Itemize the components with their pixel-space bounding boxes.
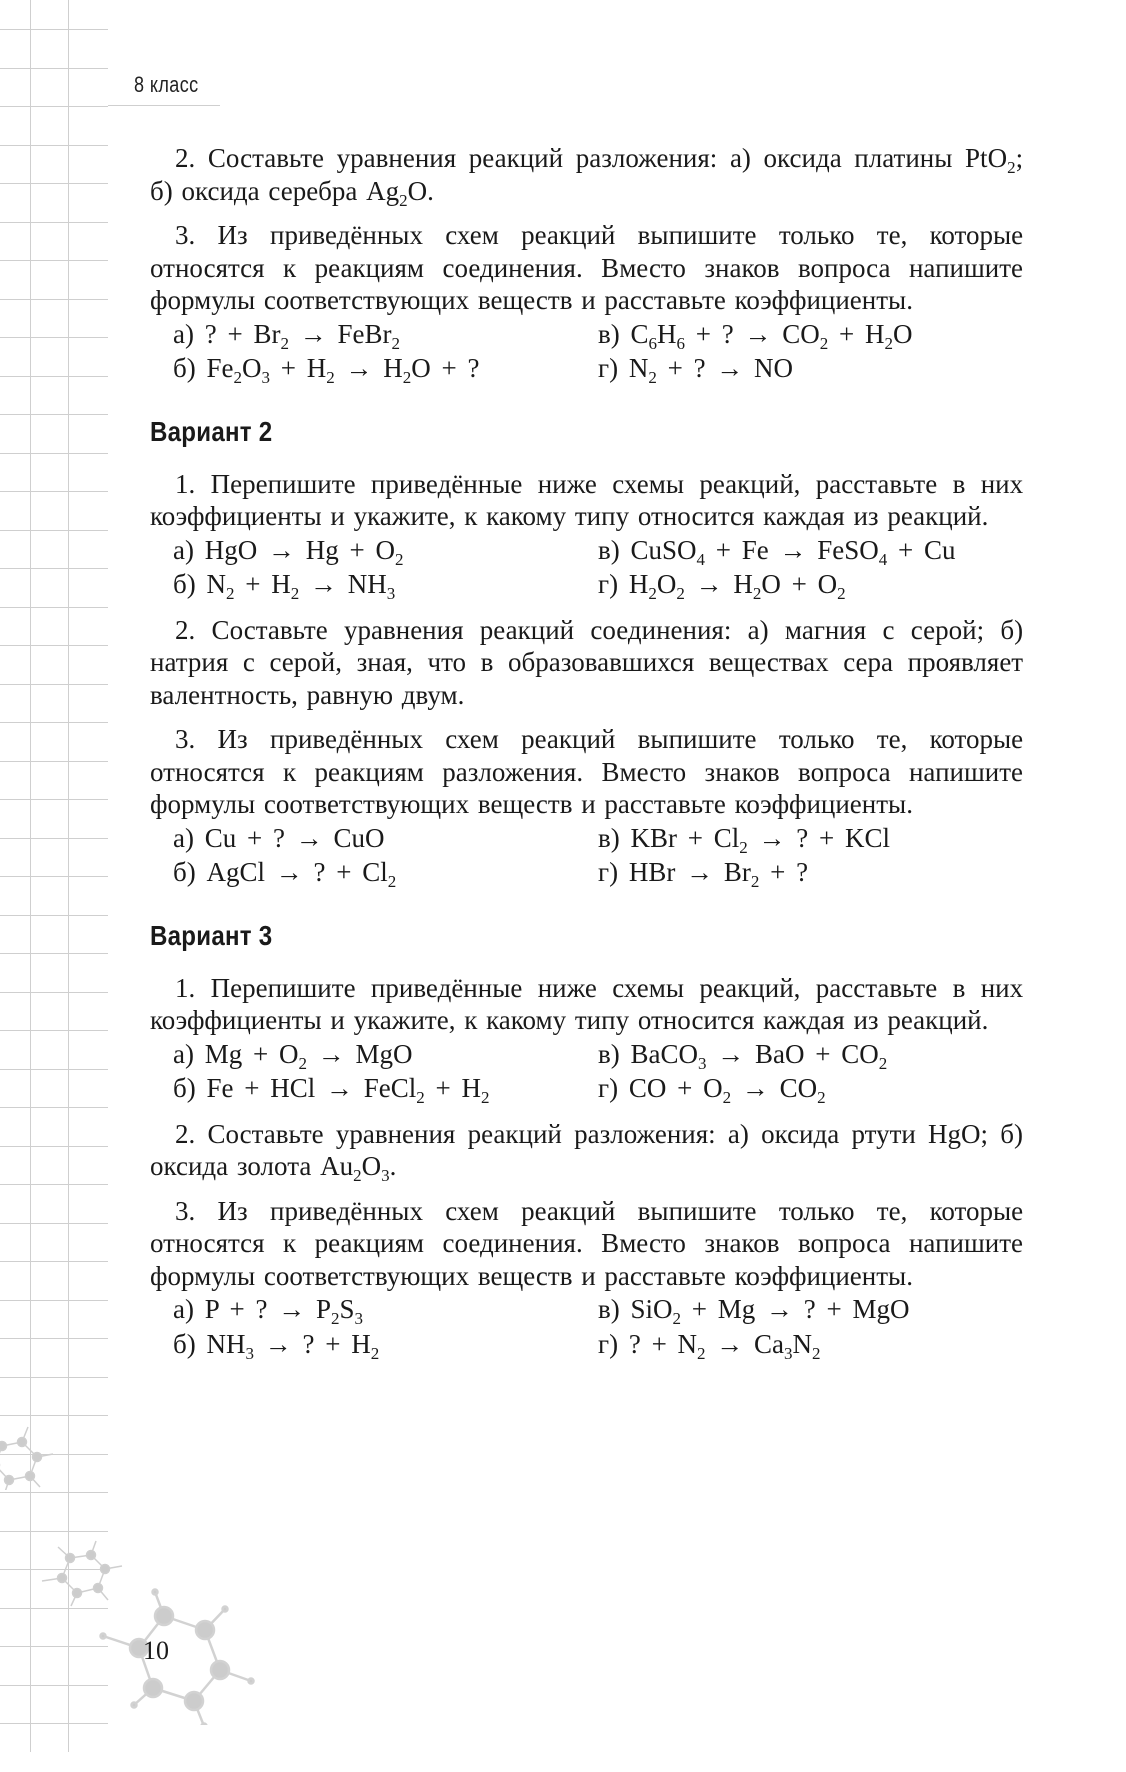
equation-list <box>150 533 1023 602</box>
page-body <box>150 142 1023 1361</box>
grid-line <box>0 260 108 261</box>
grid-line <box>0 1723 108 1724</box>
grid-line <box>0 1377 108 1378</box>
task-3-text: 3. Из приведённых схем реакций выпишите только те, которые относятся к реакциям соединения. Вместо знаков вопроса напишите формулы соответствующих веществ и расставьте коэффициенты. <box>150 1195 1024 1291</box>
equation-list <box>150 1292 1023 1361</box>
task-2-text: 2. Составьте уравнения реакций разложения: а) оксида ртути HgO; б) оксида золота $Au_2O_3$. <box>150 1118 1024 1185</box>
grid-line <box>0 1338 108 1339</box>
chemical-equation: б) $N_2 + H_2 \to NH_3$ <box>173 569 396 603</box>
grid-line <box>0 29 108 30</box>
grid-line <box>0 722 108 723</box>
task-1-text: 1. Перепишите приведённые ниже схемы реакций, расставьте в них коэффициенты и укажите, к какому типу относится каждая из реакций. <box>150 972 1024 1035</box>
chemical-equation: в) SiO$_2$ + Mg → ? + MgO <box>598 1294 910 1328</box>
equation-list <box>150 1037 1023 1106</box>
grid-line <box>0 106 108 107</box>
task-2-text: 2. Составьте уравнения реакций соединения: а) магния с серой; б) натрия с серой, зная, что в образовавшихся веществах сера проявляет валентность, равную двум. <box>150 614 1024 710</box>
grid-line <box>0 337 108 338</box>
grid-line <box>0 183 108 184</box>
chemical-equation: б) $Fe_2O_3 + H_2 \to H_2O$ + ? <box>173 353 480 387</box>
grid-line <box>0 1146 108 1147</box>
grid-line <box>0 1184 108 1185</box>
chemical-equation: а) P + ? → $P_2S_3$ <box>173 1294 364 1328</box>
chemical-equation: г) ? + $N_2 \to Ca_3N_2$ <box>598 1328 821 1363</box>
grid-line <box>0 1685 108 1686</box>
grid-line <box>0 145 108 146</box>
task-3-text: 3. Из приведённых схем реакций выпишите только те, которые относятся к реакциям разложения. Вместо знаков вопроса напишите формулы соответствующих веществ и расставьте коэффициенты. <box>150 724 1024 819</box>
chemical-equation: в) KBr + $Cl_2$ → ? + KCl <box>598 822 890 857</box>
grid-line <box>0 222 108 223</box>
task-3-text: 3. Из приведённых схем реакций выпишите только те, которые относятся к реакциям соединения. Вместо знаков вопроса напишите формулы соответствующих веществ и расставьте коэффициенты. <box>150 220 1024 315</box>
equation-list <box>150 821 1023 890</box>
chemical-equation: в) $C_6H_6$ + ? → $CO_2 + H_2O$ <box>598 318 913 353</box>
grid-line <box>0 1223 108 1224</box>
grid-line <box>0 530 108 531</box>
chemical-equation: г) HBr → $Br_2$ + ? <box>598 857 809 891</box>
grid-line <box>0 992 108 993</box>
chemical-equation: б) Fe + HCl → FeCl$_2$ + $H_2$ <box>173 1073 490 1107</box>
page-number: 10 <box>143 1636 169 1665</box>
grid-line <box>0 376 108 377</box>
variant-heading: Вариант 2 <box>150 415 273 447</box>
grid-line <box>0 953 108 954</box>
running-head-rule <box>108 105 220 106</box>
chemical-equation: а) ? + $Br_2$ → FeBr$_2$ <box>173 318 400 353</box>
grid-line <box>0 1300 108 1301</box>
grid-line <box>0 1030 108 1031</box>
grid-line <box>0 876 108 877</box>
chemical-equation: в) BaCO$_3$ → BaO + $CO_2$ <box>598 1038 888 1073</box>
grid-line <box>0 568 108 569</box>
grid-line <box>0 645 108 646</box>
grid-line <box>0 299 108 300</box>
grid-line <box>0 414 108 415</box>
chemical-equation: г) $N_2$ + ? → NO <box>598 353 794 387</box>
variant-3 <box>150 920 1023 1362</box>
grid-line <box>0 761 108 762</box>
chemical-equation: б) $NH_3$ → ? + $H_2$ <box>173 1328 380 1363</box>
benzene-molecule-icon <box>98 1585 258 1725</box>
task-1-text: 1. Перепишите приведённые ниже схемы реакций, расставьте в них коэффициенты и укажите, к какому типу относится каждая из реакций. <box>150 468 1024 531</box>
grid-line <box>0 1646 108 1647</box>
chemical-equation: г) CO + $O_2 \to CO_2$ <box>598 1073 826 1107</box>
variant-heading: Вариант 3 <box>150 919 273 951</box>
chemical-equation: а) Cu + ? → CuO <box>173 822 385 853</box>
grid-line <box>0 1069 108 1070</box>
equation-list <box>150 317 1023 386</box>
grid-line <box>0 453 108 454</box>
grid-line <box>0 1261 108 1262</box>
grid-line <box>0 915 108 916</box>
grid-line <box>0 799 108 800</box>
grid-line <box>0 491 108 492</box>
running-head: 8 класс <box>134 72 199 97</box>
chemical-equation: а) $Mg + O_2$ → MgO <box>173 1038 413 1073</box>
chemical-equation: а) HgO → $Hg + O_2$ <box>173 534 404 569</box>
benzene-molecule-icon <box>0 1420 62 1490</box>
grid-line <box>0 1608 108 1609</box>
chemical-equation: г) $H_2O_2 \to H_2O + O_2$ <box>598 569 846 603</box>
grid-line <box>0 68 108 69</box>
variant-2 <box>150 416 1023 890</box>
task-2-text: 2. Составьте уравнения реакций разложения: а) оксида платины PtO$_2$; б) оксида серебра $Ag_2O$. <box>150 143 1024 210</box>
grid-line <box>0 1107 108 1108</box>
grid-line <box>0 607 108 608</box>
chemical-equation: б) AgCl → ? + $Cl_2$ <box>173 857 397 891</box>
grid-line <box>0 1415 108 1416</box>
grid-line <box>0 838 108 839</box>
grid-line <box>0 684 108 685</box>
variant-1-tail <box>150 142 1023 386</box>
grid-line <box>0 1492 108 1493</box>
chemical-equation: в) CuSO$_4$ + Fe → FeSO$_4$ + Cu <box>598 534 956 569</box>
grid-line <box>0 1531 108 1532</box>
